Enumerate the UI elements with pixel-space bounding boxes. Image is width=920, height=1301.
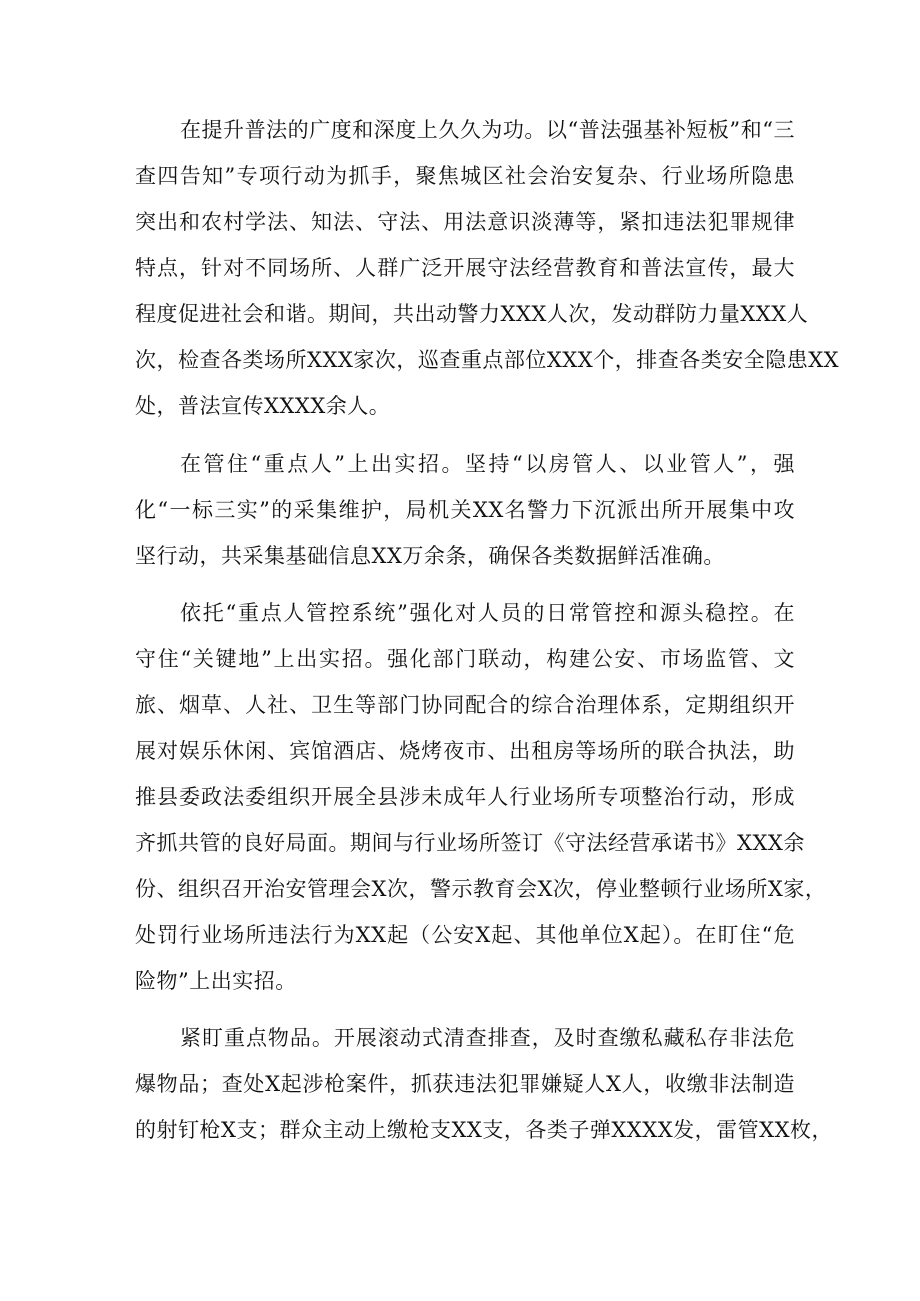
paragraph-1-line-1: 在提升普法的广度和深度上久久为功。以“普法强基补短板”和“三 [180,118,795,142]
paragraph-3-line-3: 旅、烟草、人社、卫生等部门协同配合的综合治理体系，定期组织开 [135,693,795,717]
paragraph-1-line-7: 处，普法宣传XXXX余人。 [135,394,391,418]
paragraph-2-line-3: 坚行动，共采集基础信息XX万余条，确保各类数据鲜活准确。 [135,544,725,568]
paragraph-2-line-1: 在管住“重点人”上出实招。坚持“以房管人、以业管人”，强 [180,452,795,476]
paragraph-1-line-2: 查四告知”专项行动为抓手，聚焦城区社会治安复杂、行业场所隐患 [135,164,795,188]
paragraph-3-line-8: 处罚行业场所违法行为XX起（公安X起、其他单位X起）。在盯住“危 [135,923,795,947]
paragraph-3-line-7: 份、组织召开治安管理会X次，警示教育会X次，停业整顿行业场所X家， [135,877,827,901]
paragraph-4-line-1: 紧盯重点物品。开展滚动式清查排查，及时查缴私藏私存非法危 [180,1026,795,1050]
paragraph-3-line-1: 依托“重点人管控系统”强化对人员的日常管控和源头稳控。在 [180,601,795,625]
paragraph-3-line-5: 推县委政法委组织开展全县涉未成年人行业场所专项整治行动，形成 [135,785,795,809]
paragraph-1-line-3: 突出和农村学法、知法、守法、用法意识淡薄等，紧扣违法犯罪规律 [135,210,795,234]
paragraph-3-line-9: 险物”上出实招。 [135,969,297,993]
paragraph-1-line-5: 程度促进社会和谐。期间，共出动警力XXX人次，发动群防力量XXX人 [135,302,809,326]
paragraph-4-line-2: 爆物品；查处X起涉枪案件，抓获违法犯罪嫌疑人X人，收缴非法制造 [135,1072,795,1096]
paragraph-3-line-2: 守住“关键地”上出实招。强化部门联动，构建公安、市场监管、文 [135,647,795,671]
paragraph-1-line-4: 特点，针对不同场所、人群广泛开展守法经营教育和普法宣传，最大 [135,256,795,280]
paragraph-3-line-4: 展对娱乐休闲、宾馆酒店、烧烤夜市、出租房等场所的联合执法，助 [135,739,795,763]
paragraph-2-line-2: 化“一标三实”的采集维护，局机关XX名警力下沉派出所开展集中攻 [135,498,795,522]
paragraph-1-line-6: 次，检查各类场所XXX家次，巡查重点部位XXX个，排查各类安全隐患XX [135,348,840,372]
paragraph-4-line-3: 的射钉枪X支；群众主动上缴枪支XX支，各类子弹XXXX发，雷管XX枚， [135,1118,834,1142]
paragraph-3-line-6: 齐抓共管的良好局面。期间与行业场所签订《守法经营承诺书》XXX余 [135,831,805,855]
